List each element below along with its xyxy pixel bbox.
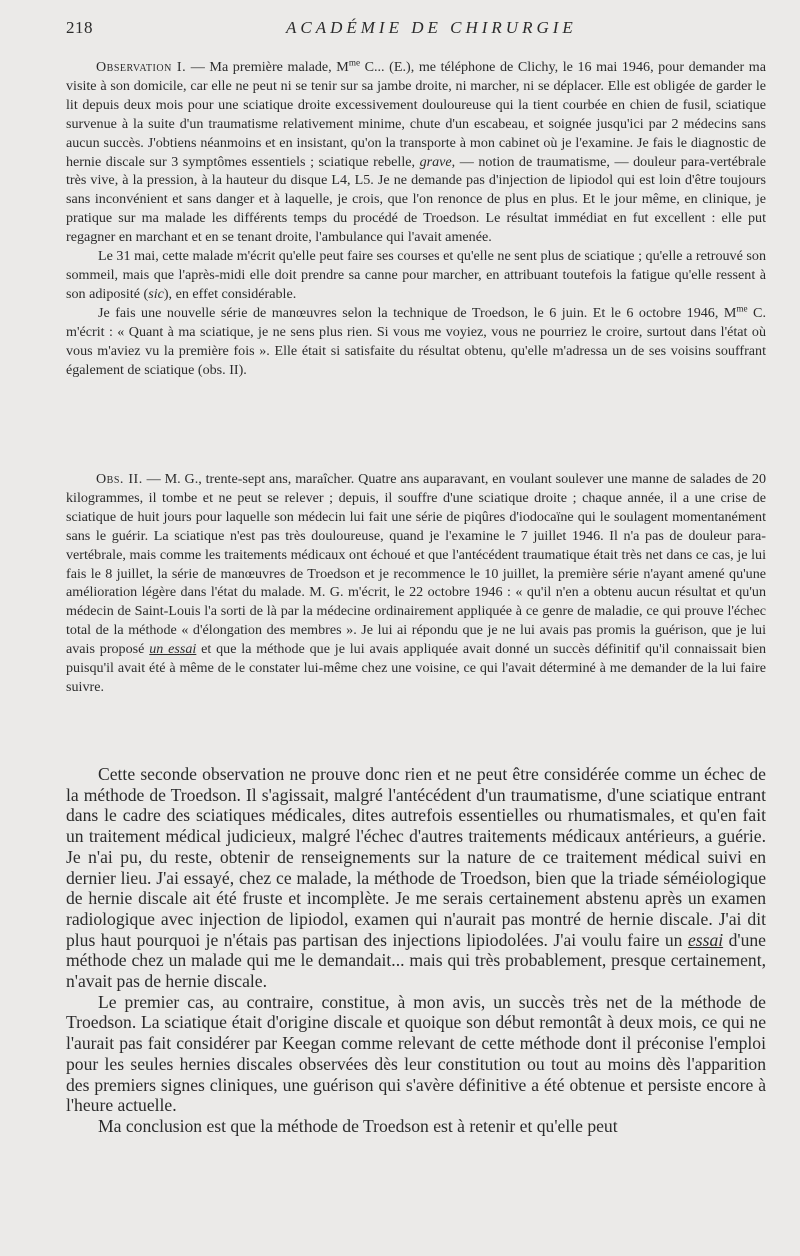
observation-1-paragraph-3 [66,304,766,380]
discussion-paragraph-3: Ma conclusion est que la méthode de Troedson est à retenir et qu'elle peut [98,1115,618,1136]
observation-2 [66,470,766,697]
running-header [66,16,760,42]
discussion-p1-text-b: d'une méthode chez un malade qui me le demandait... mais qui très probablement, presque certainement, n'avait pas de hernie discale. [66,929,766,992]
observation-1-p3-text-a: Je fais une nouvelle série de manœuvres selon la technique de Troedson, le 6 juin. Et le 6 octobre 1946, M [98,304,737,321]
observation-2-text-a: — M. G., trente-sept ans, maraîcher. Quatre ans auparavant, en voulant soulever une manne de salades de 20 kilogrammes, il tombe et ne peut se relever ; depuis, il souffre d'une sciatique droite ; chaque année, il a une crise de sciatique de huit jours pour laquelle son médecin lui fait une série de piqûres d'iodocaïne qui le soulagent momentanément sans le guérir. La sciatique n'est pas très douloureuse, quand je l'examine le 7 juillet 1946. Il n'a pas de douleur para-vertébrale, mais comme les traitements médicaux ont échoué et que l'antécédent traumatique était très net dans ce cas, je lui fais le 8 juillet, la série de manœuvres de Troedson et je recommence le 10 juillet, la première série n'ayant amené qu'une amélioration légère dans l'état du malade. M. G. m'écrit, le 22 octobre 1946 : « qu'il n'en a obtenu aucun résultat et qu'un médecin de Saint-Louis l'a sorti de là par la médecine ordinairement appliquée à ce genre de maladie, ce qui prouve l'échec total de la méthode « d'élongation des membres ». Je lui ai répondu que je ne lui avais pas promis la guérison, que je lui avais proposé [66,471,766,658]
observation-1-text-a: — Ma première malade, M [186,59,349,75]
observation-1-p2-text-a: Le 31 mai, cette malade m'écrit qu'elle peut faire ses courses et qu'elle ne sent plus de sciatique ; qu'elle a retrouvé son sommeil, mais que l'après-midi elle doit prendre sa canne pour marcher, en attribuant toutefois la fatigue qu'elle ressent à son adiposité ( [66,248,766,302]
observation-1 [66,58,766,379]
observation-1-superscript: me [348,57,361,68]
discussion-paragraph-2: Le premier cas, au contraire, constitue, à mon avis, un succès très net de la méthode de Troedson. La sciatique était d'origine discale et quoique son début remontât à deux mois, ce qui ne l'aurait pas fait considérer par Keegan comme relevant de cette méthode dont il préconise l'emploi pour les seules hernies discales observées dès leur constitution ou tout au moins dès l'apparition des premiers signes cliniques, une guérison qui s'avère définitive a été obtenue et persiste encore à l'heure actuelle. [66,991,766,1116]
discussion-p1-text-a: Cette seconde observation ne prouve donc rien et ne peut être considérée comme un échec de la méthode de Troedson. Il s'agissait, malgré l'antécédent d'un traumatisme, d'une sciatique entrant dans le cadre des sciatiques médicales, dites autrefois essentielles ou rhumatismales, et qu'en fait un traitement médical judicieux, malgré l'échec d'autres traitements médicaux antérieurs, a guérie. Je n'ai pu, du reste, obtenir de renseignements sur la nature de ce traitement médical suivi en dernier lieu. J'ai essayé, chez ce malade, la méthode de Troedson, bien que la triade séméiologique de hernie discale ait été fruste et incomplète. Je me serais certainement abstenu après un examen radiologique avec injection de lipiodol, examen qui n'aurait pas montré de hernie discale. J'ai dit plus haut pourquoi je n'étais pas partisan des injections lipiodolées. J'ai voulu faire un [66,764,766,950]
observation-1-text-b: C... (E.), me téléphone de Clichy, le 16 mai 1946, pour demander ma visite à son domicile, car elle ne peut ni se tenir sur sa jambe droite, ni marcher, ni se déplacer. Elle est obligée de garder le lit depuis deux mois pour une sciatique droite excessivement douloureuse qui la tient courbée en chien de fusil, sciatique survenue à la suite d'un traumatisme relativement minime, chute d'un escabeau, et soignée jusqu'ici par 2 médecins sans aucun succès. J'obtiens néanmoins et en insistant, qu'on la transporte à mon cabinet où je l'examine. Je fais le diagnostic de hernie discale sur 3 symptômes essentiels ; sciatique rebelle, [66,59,766,170]
observation-1-paragraph-2 [66,247,766,304]
observation-1-p3-text-b: C. m'écrit : « Quant à ma sciatique, je ne sens plus rien. Si vous me voyiez, vous ne pourriez le croire, surtout dans l'état où vous m'aviez vu la première fois ». Elle était si satisfaite du résultat obtenu, qu'elle m'adressa un de ses voisins souffrant également de sciatique (obs. II). [66,304,766,378]
observation-2-paragraph-1 [66,470,766,697]
observation-1-p3-superscript: me [736,303,748,314]
running-title: ACADÉMIE DE CHIRURGIE [286,18,577,37]
observation-1-paragraph-1 [66,58,766,247]
observation-1-text-c: , — notion de traumatisme, — douleur para-vertébrale très vive, à la pression, à la hauteur du disque L4, L5. Je ne demande pas d'injection de lipiodol qui est loin d'être toujours sans inconvénient et sans danger et à laquelle, je crois, que l'on renonce de plus en plus. Et le jour même, en clinique, je pratique sur ma malade les différents temps du procédé de Troedson. Le résultat immédiat en fut excellent : elle put regagner en marchant et en se tenant droite, l'ambulance qui l'avait amenée. [66,153,767,246]
observation-1-emphasis-sic: sic [148,285,164,302]
observation-2-lead: Obs. II. [96,471,143,487]
observation-2-emphasis-essai: un essai [149,641,197,658]
observation-1-emphasis-grave: grave [419,153,452,170]
observation-1-lead: Observation I. [96,59,187,75]
discussion [66,764,766,1137]
observation-2-text-b: et que la méthode que je lui avais appliquée avait donné un succès définitif qu'il connaissait bien puisqu'il avait été à même de le constater lui-même chez une voisine, ce qui l'avait déterminé à me demander de la lui faire suivre. [66,641,766,695]
discussion-paragraph-1 [66,764,766,992]
discussion-emphasis-essai: essai [687,929,724,950]
page-number: 218 [66,18,93,37]
observation-1-p2-text-b: ), en effet considérable. [163,285,297,302]
